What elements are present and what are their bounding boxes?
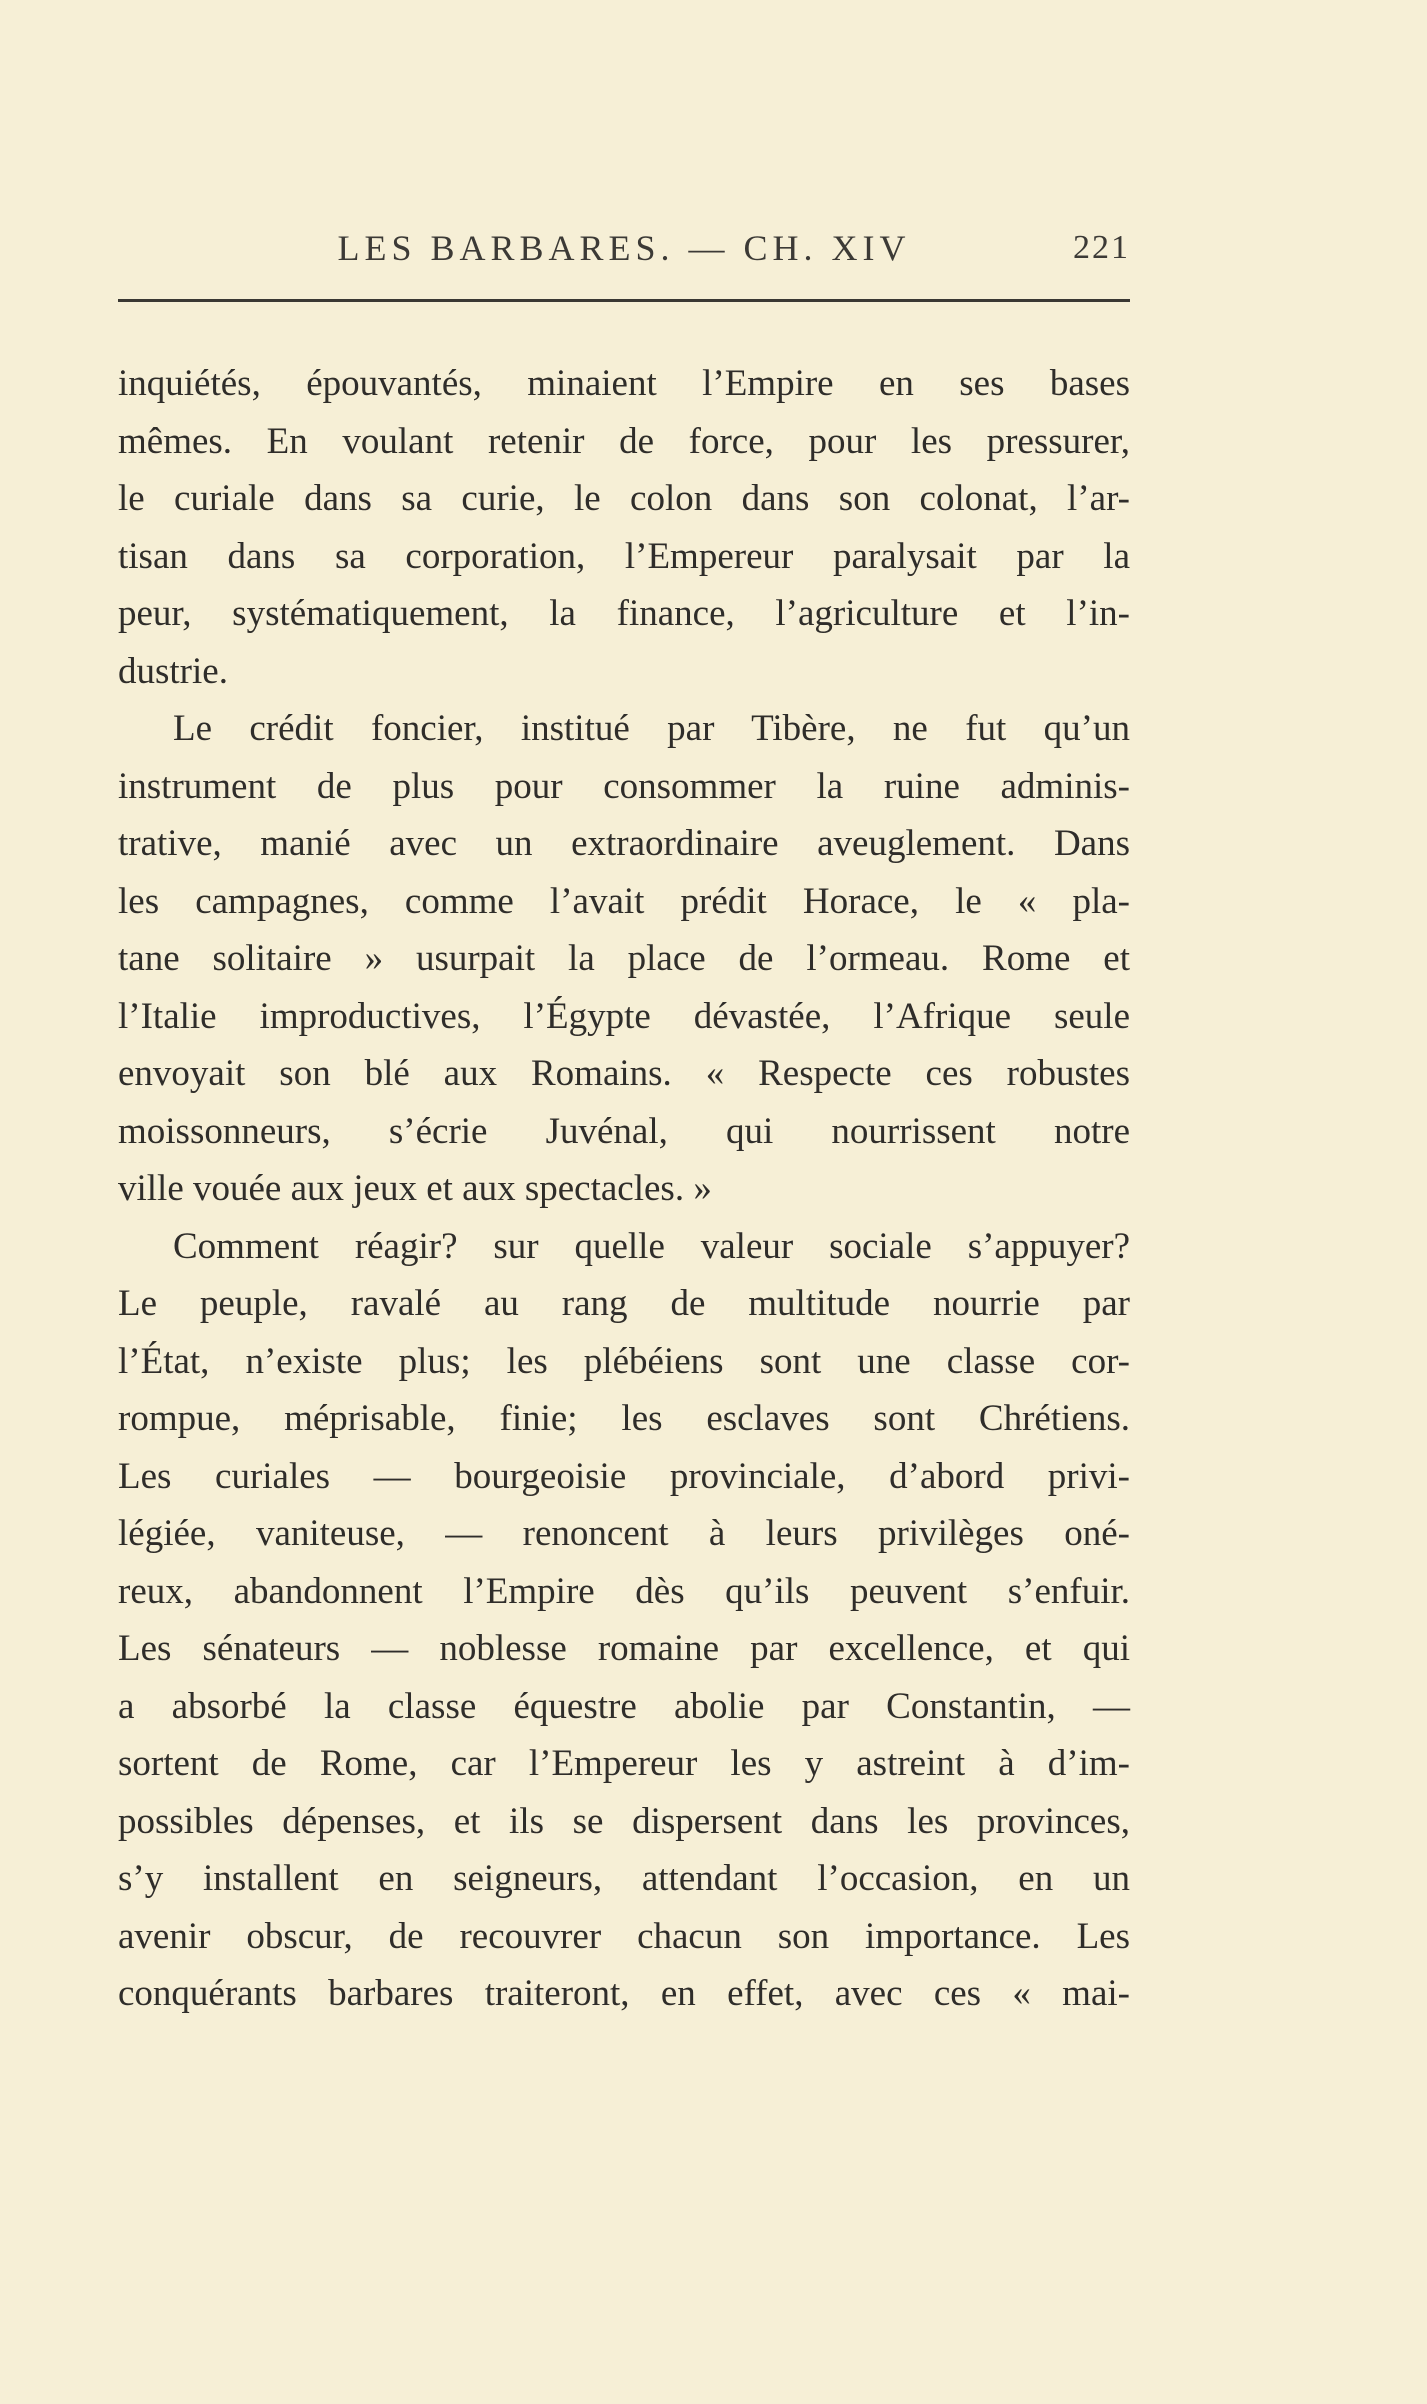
page-number: 221	[1073, 229, 1130, 266]
text-line: reux, abandonnent l’Empire dès qu’ils peuvent s’enfuir.	[118, 1570, 1130, 1612]
page-header	[118, 222, 1130, 274]
text-line: trative, manié avec un extraordinaire aveuglement. Dans	[118, 823, 1130, 864]
text-line: sortent de Rome, car l’Empereur les y astreint à d’im-	[118, 1743, 1130, 1784]
text-line: Comment réagir? sur quelle valeur sociale s’appuyer?	[173, 1225, 1130, 1267]
text-line: tane solitaire » usurpait la place de l’ormeau. Rome et	[118, 938, 1130, 979]
text-line: instrument de plus pour consommer la ruine adminis-	[118, 765, 1130, 807]
text-line: avenir obscur, de recouvrer chacun son importance. Les	[118, 1915, 1130, 1957]
header-rule	[118, 299, 1130, 302]
text-line: s’y installent en seigneurs, attendant l’occasion, en un	[118, 1858, 1130, 1899]
text-line: tisan dans sa corporation, l’Empereur paralysait par la	[118, 535, 1130, 577]
text-line: peur, systématiquement, la finance, l’agriculture et l’in-	[118, 593, 1130, 634]
text-line: l’État, n’existe plus; les plébéiens sont une classe cor-	[118, 1340, 1130, 1382]
text-line: a absorbé la classe équestre abolie par Constantin, —	[118, 1685, 1130, 1727]
text-line: légiée, vaniteuse, — renoncent à leurs privilèges oné-	[118, 1513, 1130, 1554]
text-line: rompue, méprisable, finie; les esclaves sont Chrétiens.	[118, 1398, 1130, 1439]
text-line: le curiale dans sa curie, le colon dans son colonat, l’ar-	[118, 478, 1130, 519]
text-line: mêmes. En voulant retenir de force, pour les pressurer,	[118, 420, 1130, 462]
text-line: Le peuple, ravalé au rang de multitude nourrie par	[118, 1283, 1130, 1324]
text-line: conquérants barbares traiteront, en effet, avec ces « mai-	[118, 1973, 1130, 2014]
text-line: les campagnes, comme l’avait prédit Horace, le « pla-	[118, 880, 1130, 922]
running-head: LES BARBARES. — CH. XIV	[337, 228, 911, 268]
text-line: moissonneurs, s’écrie Juvénal, qui nourrissent notre	[118, 1110, 1130, 1152]
text-line: dustrie.	[118, 650, 228, 692]
text-line: envoyait son blé aux Romains. « Respecte ces robustes	[118, 1053, 1130, 1094]
text-line: ville vouée aux jeux et aux spectacles. »	[118, 1168, 712, 1209]
text-line: Les sénateurs — noblesse romaine par excellence, et qui	[118, 1628, 1130, 1669]
text-line: possibles dépenses, et ils se dispersent dans les provinces,	[118, 1800, 1130, 1842]
text-line: l’Italie improductives, l’Égypte dévastée, l’Afrique seule	[118, 995, 1130, 1037]
text-line: inquiétés, épouvantés, minaient l’Empire en ses bases	[118, 363, 1130, 404]
text-line: Le crédit foncier, institué par Tibère, ne fut qu’un	[173, 708, 1130, 749]
text-line: Les curiales — bourgeoisie provinciale, d’abord privi-	[118, 1455, 1130, 1497]
body-text	[118, 355, 1130, 2023]
